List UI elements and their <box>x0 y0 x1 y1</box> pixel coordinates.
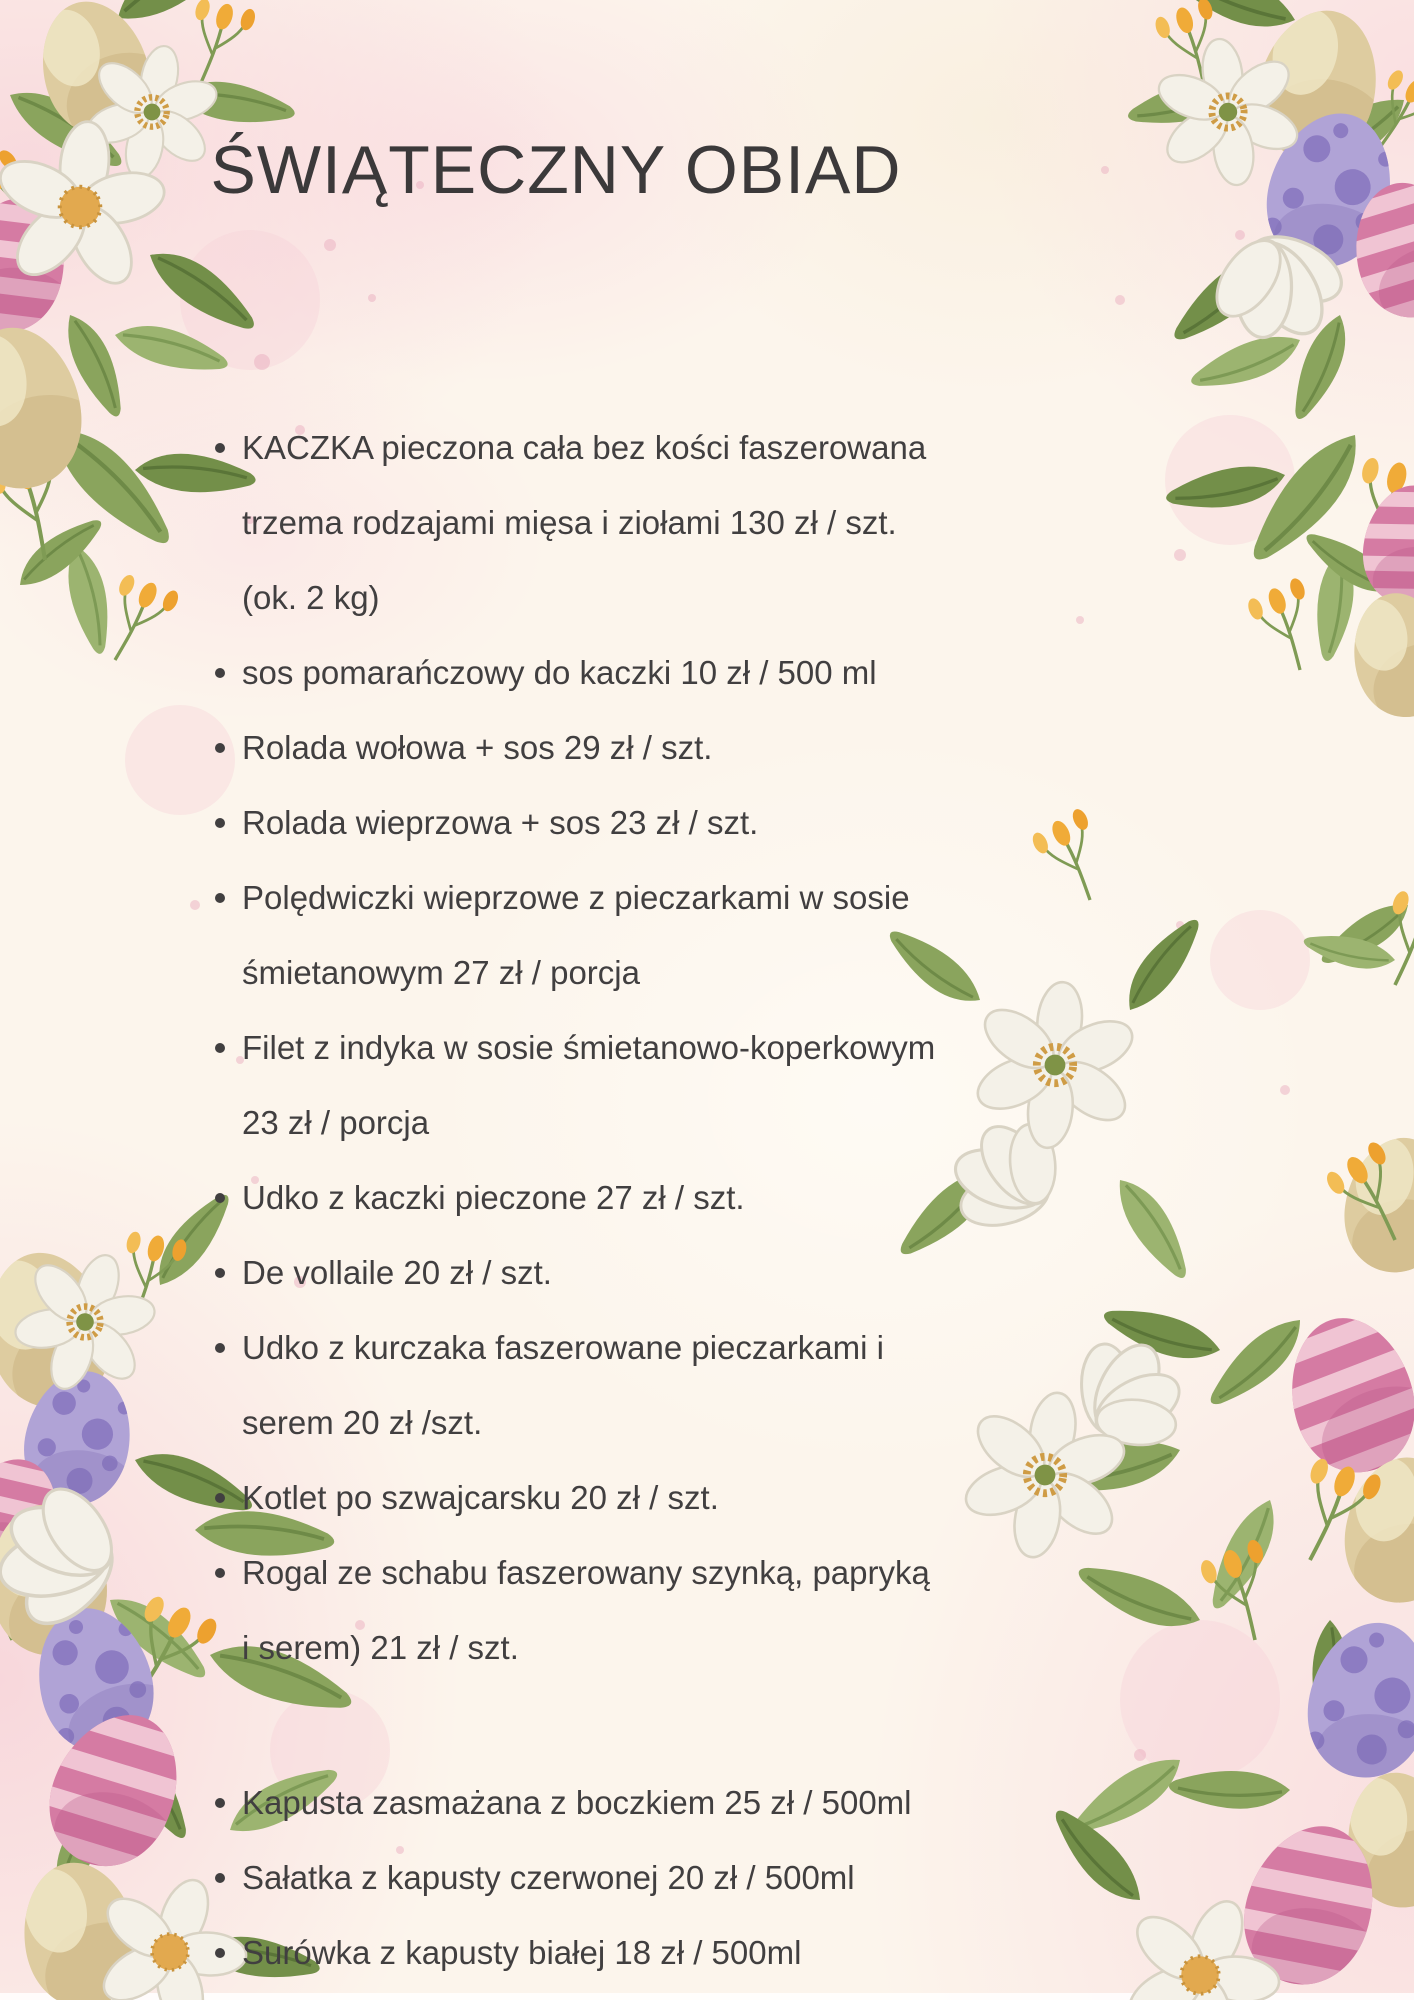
floral-corner-top-right <box>1124 0 1414 742</box>
menu-item: Kapusta zasmażana z boczkiem 25 zł / 500ml <box>212 1765 1022 1840</box>
menu-item: Filet z indyka w sosie śmietanowo-koperkowym 23 zł / porcja <box>212 1010 1022 1160</box>
menu-list <box>212 410 1022 1990</box>
menu-item: Udko z kaczki pieczone 27 zł / szt. <box>212 1160 1022 1235</box>
menu-item: KACZKA pieczona cała bez kości faszerowana trzema rodzajami mięsa i ziołami 130 zł / szt. (ok. 2 kg) <box>212 410 1022 635</box>
page-title: ŚWIĄTECZNY OBIAD <box>210 132 902 208</box>
menu-item: Sałatka z kapusty czerwonej 20 zł / 500ml <box>212 1840 1022 1915</box>
menu-item: sos pomarańczowy do kaczki 10 zł / 500 ml <box>212 635 1022 710</box>
menu-item: De vollaile 20 zł / szt. <box>212 1235 1022 1310</box>
menu-item: Polędwiczki wieprzowe z pieczarkami w sosie śmietanowym 27 zł / porcja <box>212 860 1022 1010</box>
bud-sprig-icon <box>1028 807 1119 912</box>
leaf-icon <box>1185 327 1307 397</box>
bud-sprig-icon <box>1244 576 1330 679</box>
menu-item: Rolada wołowa + sos 29 zł / szt. <box>212 710 1022 785</box>
menu-item: Kotlet po szwajcarsku 20 zł / szt. <box>212 1460 1022 1535</box>
section-gap <box>212 1685 1022 1765</box>
menu-item: Udko z kurczaka faszerowane pieczarkami i serem 20 zł /szt. <box>212 1310 1022 1460</box>
leaf-icon <box>1108 1169 1198 1288</box>
menu-item: Rolada wieprzowa + sos 23 zł / szt. <box>212 785 1022 860</box>
egg-icon <box>1342 579 1414 742</box>
bud-sprig-icon <box>174 0 258 95</box>
menu-item: Surówka z kapusty białej 18 zł / 500ml <box>212 1915 1022 1990</box>
leaf-icon <box>1113 911 1211 1019</box>
menu-item: Rogal ze schabu faszerowany szynką, papryką i serem) 21 zł / szt. <box>212 1535 1022 1685</box>
